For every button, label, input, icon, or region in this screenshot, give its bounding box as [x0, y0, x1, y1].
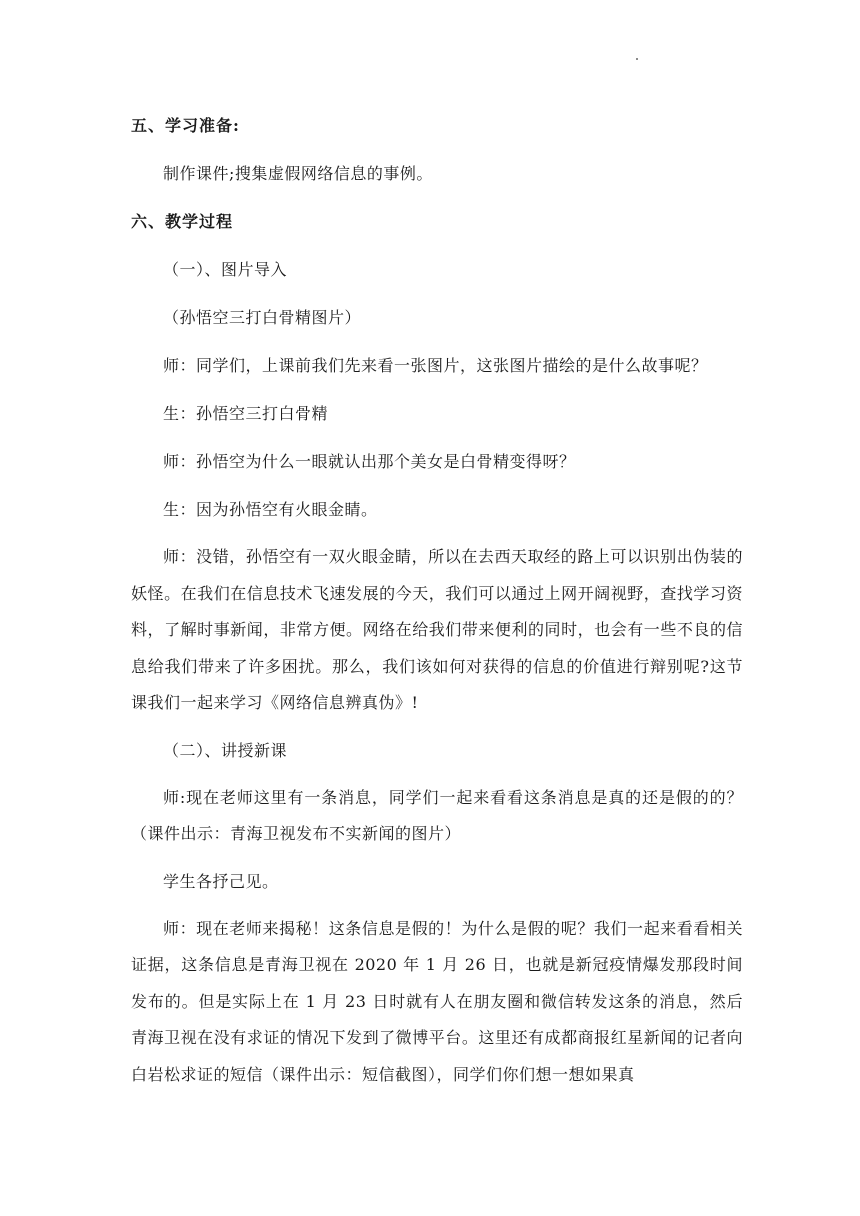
header-dot — [636, 58, 638, 60]
section-6-heading: 六、教学过程 — [131, 212, 234, 231]
teacher-line-3: 师：没错，孙悟空有一双火眼金睛，所以在去西天取经的路上可以识别出伪装的妖怪。在我们在信息技术飞速发展的今天，我们可以通过上网开阔视野，查找学习资料，了解时事新闻，非常方便。网络在给我们带来便利的同时，也会有一些不良的信息给我们带来了许多困扰。那么，我们该如何对获得的信息的价值进行辩别呢?这节课我们一起来学习《网络信息辨真伪》! — [131, 547, 743, 712]
student-line-1: 生：孙悟空三打白骨精 — [163, 404, 329, 423]
subsection-1-heading: （一）、图片导入 — [163, 260, 288, 279]
document-body — [131, 113, 743, 1093]
teacher-line-5: 师：现在老师来揭秘！这条信息是假的！为什么是假的呢？我们一起来看看相关证据，这条信息是青海卫视在 2020 年 1 月 26 日，也就是新冠疫情爆发那段时间发布的。但是实际上在 1 月 23 日时就有人在朋友圈和微信转发这条的消息，然后青海卫视在没有求证的情况下发到了微博平台。这里还有成都商报红星新闻的记者向白岩松求证的短信（课件出示：短信截图），同学们你们想一想如果真 — [131, 918, 743, 1084]
student-line-2: 生：因为孙悟空有火眼金睛。 — [163, 500, 378, 519]
teacher-line-4: 师:现在老师这里有一条消息，同学们一起来看看这条消息是真的还是假的的？（课件出示：青海卫视发布不实新闻的图片） — [131, 787, 743, 843]
teacher-line-2: 师：孙悟空为什么一眼就认出那个美女是白骨精变得呀？ — [163, 452, 576, 471]
image-note: （孙悟空三打白骨精图片） — [163, 308, 362, 327]
subsection-2-heading: （二）、讲授新课 — [163, 740, 288, 760]
teacher-line-1: 师：同学们，上课前我们先来看一张图片，这张图片描绘的是什么故事呢？ — [163, 356, 708, 375]
section-5-heading: 五、学习准备: — [131, 116, 240, 135]
students-line-3: 学生各抒己见。 — [163, 871, 279, 891]
section-5-text: 制作课件;搜集虚假网络信息的事例。 — [163, 164, 433, 183]
